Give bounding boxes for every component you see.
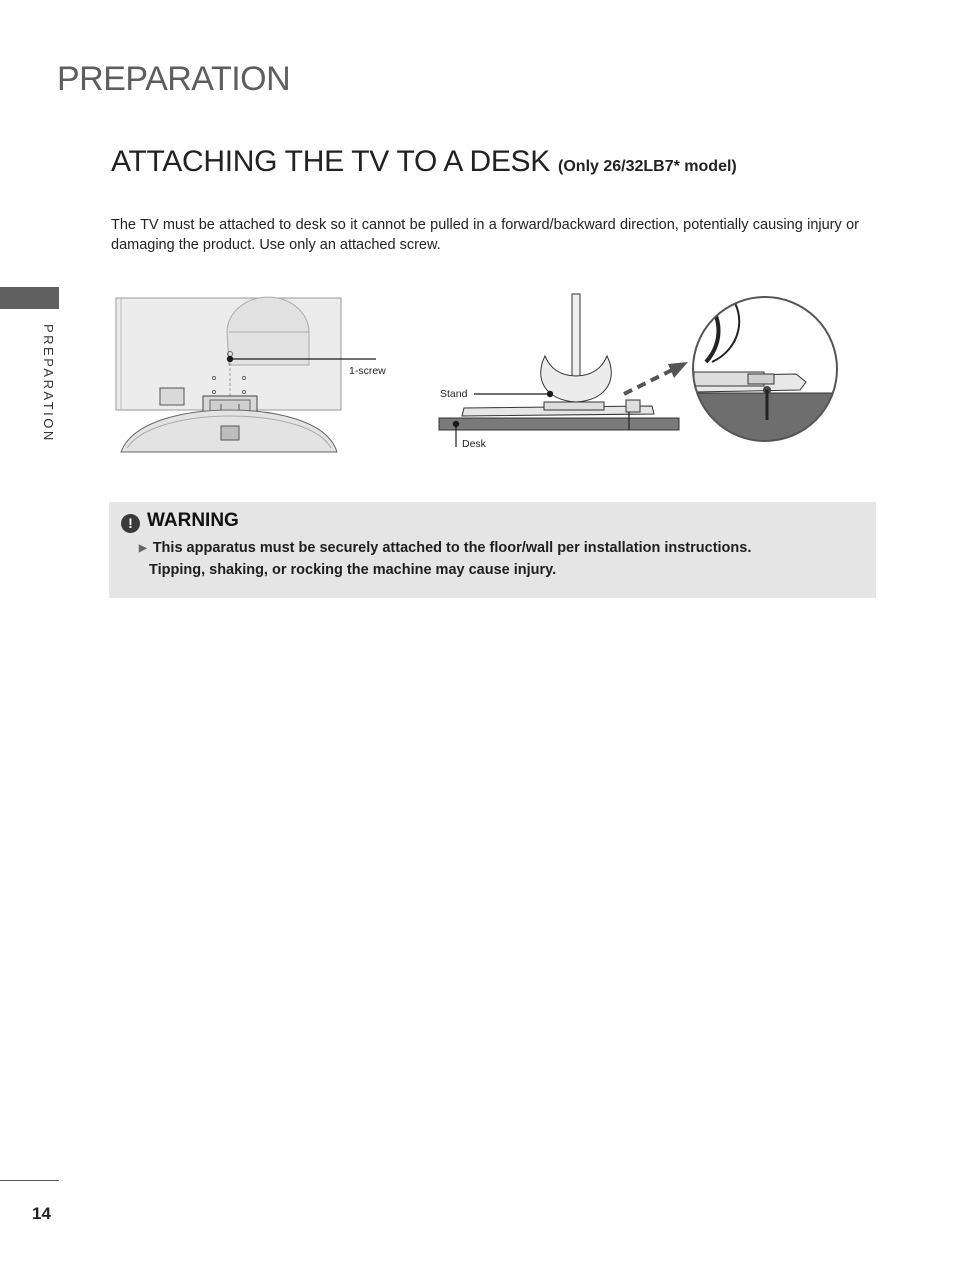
magnified-inset (686, 290, 846, 460)
stand-label: Stand (440, 388, 468, 400)
model-note: (Only 26/32LB7* model) (558, 158, 737, 175)
desk-surface (439, 418, 679, 430)
tv-rear-illustration (113, 292, 403, 462)
warning-line-2: Tipping, shaking, or rocking the machine may cause injury. (149, 562, 557, 578)
warning-box (109, 502, 876, 598)
page-number: 14 (32, 1204, 51, 1223)
desk-label: Desk (462, 438, 486, 450)
warning-title: WARNING (147, 510, 239, 531)
side-tab-marker (0, 287, 59, 309)
warning-line-1-text: This apparatus must be securely attached to the floor/wall per installation instructions. (152, 540, 752, 556)
section-title (111, 145, 737, 179)
bullet-arrow-icon: ▶ (139, 543, 147, 554)
intro-paragraph: The TV must be attached to desk so it cannot be pulled in a forward/backward direction, potentially causing injury or damaging the product. Use only an attached screw. (111, 217, 859, 253)
screw-label: 1-screw (349, 365, 386, 377)
magnify-arrow (668, 362, 688, 378)
side-tab-label: PREPARATION (41, 324, 56, 443)
section-title-text: ATTACHING THE TV TO A DESK (111, 145, 550, 178)
footer-rule (0, 1180, 59, 1181)
tv-side-illustration (436, 290, 846, 460)
exclamation-icon: ! (121, 514, 140, 533)
warning-text (139, 538, 751, 580)
warning-line-1 (139, 538, 751, 560)
page-header: PREPARATION (57, 60, 291, 98)
